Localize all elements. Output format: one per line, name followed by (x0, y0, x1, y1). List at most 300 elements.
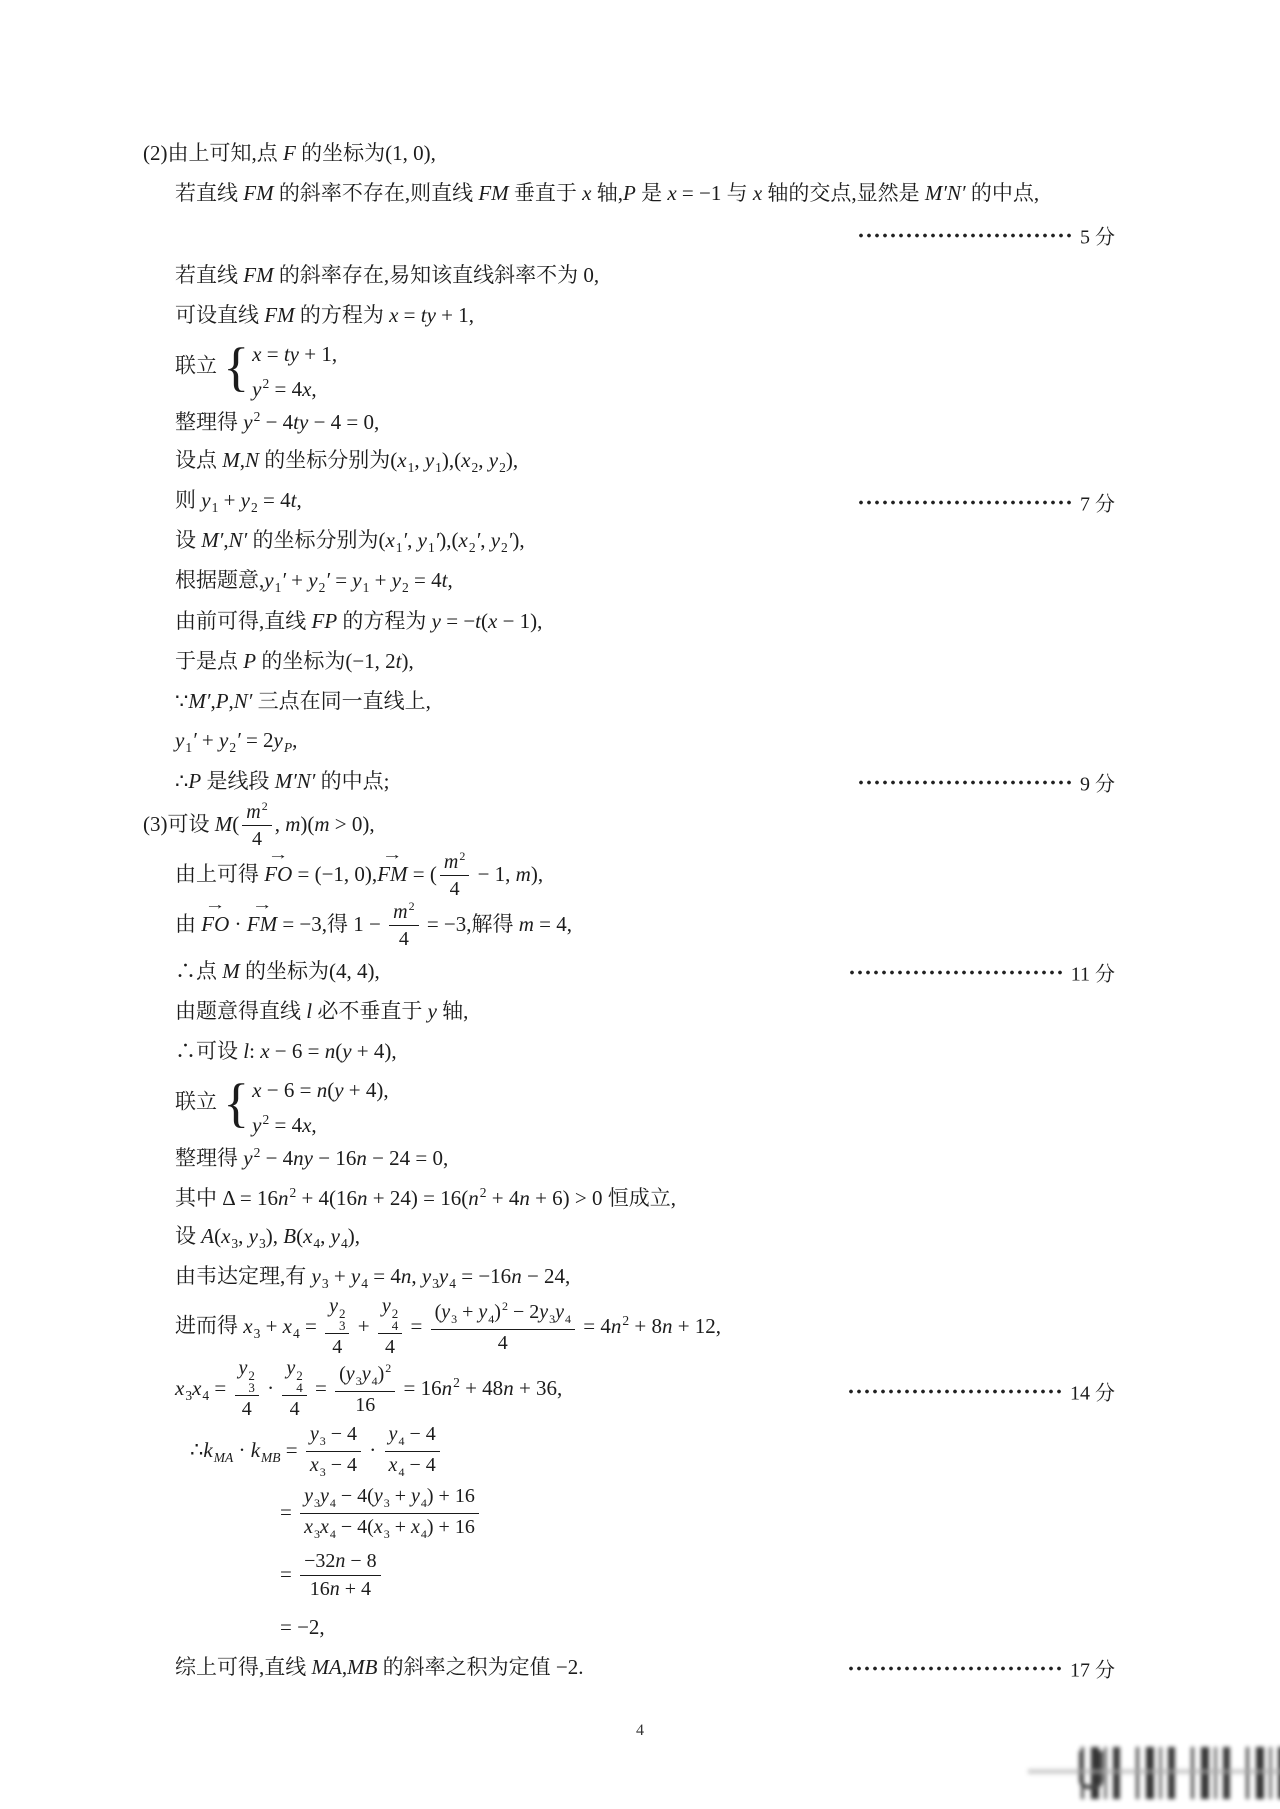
fraction-denominator (310, 1576, 371, 1600)
math-var: $n^2$ (441, 1374, 460, 1400)
math-var: n (400, 1263, 412, 1288)
math-var: n (324, 1039, 336, 1064)
math-var: x (302, 1113, 312, 1137)
math-var: ty (420, 303, 436, 328)
math-var: N′ (228, 527, 248, 552)
line-content (175, 528, 525, 556)
line-content (175, 263, 599, 288)
fraction (389, 900, 418, 951)
math-text: ( (434, 1301, 442, 1324)
math-text: − 6 = (269, 1039, 325, 1064)
math-text: = (299, 1313, 323, 1338)
math-text: + 36, (513, 1375, 563, 1400)
fraction (242, 800, 271, 851)
math-text: )( (300, 811, 315, 836)
math-var: x (302, 377, 312, 401)
math-var: $y_2$ (240, 487, 258, 515)
math-text: = 4, (533, 911, 573, 936)
equation-system-rows (252, 339, 337, 399)
text-run: 的坐标分别为 (259, 447, 391, 472)
math-var: MB (347, 1655, 378, 1680)
text-run: 若直线 (175, 263, 244, 288)
math-text: = 4 (257, 487, 291, 512)
math-text: 1 − (353, 911, 387, 936)
math-text: = 16 (398, 1375, 442, 1400)
math-var: MA (311, 1655, 342, 1680)
math-var: $y_3$ (421, 1263, 439, 1291)
text-run: 的斜率不存在,则直线 (273, 181, 479, 206)
brace-icon: { (223, 337, 250, 397)
math-var: n (503, 1375, 514, 1400)
math-var: FM (243, 263, 274, 288)
fraction-numerator (282, 1357, 306, 1396)
math-text: = ( (407, 861, 437, 886)
math-var: M′ (188, 689, 211, 714)
math-text: + 12, (672, 1313, 722, 1338)
line-content (280, 1552, 384, 1602)
math-var (246, 897, 278, 936)
text-run: 的中点, (965, 181, 1040, 206)
scan-artifact-mark (1079, 1751, 1103, 1789)
math-var: $x_1$ (385, 527, 403, 555)
math-var: $y_3$ (304, 1485, 320, 1511)
text-run: 的斜率存在,易知该直线斜率不为 (273, 263, 584, 288)
math-var: M (222, 959, 240, 984)
equation-system (222, 339, 337, 399)
math-text: , (296, 487, 302, 512)
fraction-denominator (310, 1452, 357, 1479)
math-var: $n^2$ (610, 1312, 630, 1338)
math-text: + (196, 727, 220, 752)
math-text: ), (265, 1223, 284, 1248)
math-text: − 4 (260, 409, 294, 434)
math-text: = −3, (277, 911, 328, 936)
equation-row (252, 1105, 388, 1135)
math-var: n (356, 1145, 367, 1170)
math-text: −2. (555, 1655, 584, 1680)
line-content (175, 409, 379, 435)
math-var: $m^2$ (393, 898, 415, 923)
text-run: 由题意得直线 (175, 999, 307, 1024)
solution-line-31 (0, 1484, 1280, 1546)
math-var: ′ (281, 567, 286, 592)
math-var: $x_2$ (458, 527, 476, 555)
line-content (175, 1264, 570, 1292)
math-text: , (478, 447, 489, 472)
text-run: 进而得 (175, 1313, 244, 1338)
math-var: l (306, 999, 313, 1024)
math-var: $n^2$ (468, 1184, 487, 1210)
fraction-denominator (252, 826, 262, 850)
math-var: ′ (507, 527, 513, 552)
math-var: $y_1$ (264, 567, 282, 595)
text-run: 由 (175, 911, 202, 936)
math-var: M (214, 811, 233, 836)
math-var: P (243, 649, 257, 674)
fraction-numerator (325, 1295, 349, 1334)
math-var: $y^2$ (252, 376, 270, 401)
math-text: 16 (355, 1393, 376, 1416)
fraction-numerator (385, 1423, 440, 1451)
equation-row (252, 369, 337, 399)
fraction-denominator (355, 1392, 375, 1416)
text-run: 与 (726, 181, 753, 206)
math-var: x (582, 181, 592, 206)
text-run: 于是点 (175, 649, 244, 674)
score-marker (848, 958, 1115, 987)
line-content (175, 1224, 360, 1252)
solution-line-7 (0, 402, 1280, 442)
vector: FM → (377, 862, 407, 887)
math-var: ty (283, 342, 299, 366)
math-text: − 4 (325, 1453, 358, 1476)
math-var: $y^2$ (243, 408, 261, 434)
math-text: ), (505, 447, 519, 472)
math-text: 4 (497, 1331, 508, 1354)
text-run: 由上可得 (175, 861, 265, 886)
math-var: ′ (434, 527, 440, 552)
math-text: , (447, 567, 453, 592)
text-run: 解得 (471, 911, 519, 936)
math-text: 4 (332, 1336, 343, 1359)
math-text: 0 (583, 263, 594, 288)
text-run: 由韦达定理,有 (175, 1263, 312, 1288)
math-text: , (414, 447, 425, 472)
score-marker (847, 1377, 1115, 1406)
text-run: 轴的交点,显然是 (762, 181, 925, 206)
math-text: = 4 (269, 1113, 303, 1137)
fraction-numerator (242, 800, 271, 826)
math-var: $x_2$ (461, 447, 479, 475)
line-content (175, 1655, 584, 1680)
math-var: n (661, 1313, 673, 1338)
sub-sup-stack: 2 4 (296, 1368, 303, 1395)
math-var: $y_4$ (330, 1223, 348, 1251)
math-text: + (218, 487, 241, 512)
math-var: P (188, 769, 202, 794)
score-marker (857, 768, 1115, 797)
score-marker (857, 488, 1115, 517)
math-text: = 4 (408, 567, 442, 592)
math-var: y 2 4 (286, 1357, 303, 1395)
text-run: 垂直于 (508, 181, 583, 206)
line-content (175, 303, 474, 328)
math-var: y (342, 1039, 352, 1064)
math-var: $x_4$ (388, 1453, 405, 1479)
math-text: (1, 0), (385, 141, 436, 166)
solution-line-11 (0, 562, 1280, 602)
solution-line-20 (0, 952, 1280, 992)
score-value: 17 分 (1070, 1659, 1115, 1682)
math-var: ′ (236, 727, 241, 752)
fraction (300, 1485, 479, 1541)
text-run: 由前可得,直线 (175, 609, 312, 634)
vector-arrow-icon: → (251, 897, 273, 913)
line-content (175, 448, 518, 476)
math-var: P (215, 689, 229, 714)
solution-line-21 (0, 992, 1280, 1032)
text-run: 联立 (175, 1089, 223, 1114)
math-var: $x_1$ (397, 447, 415, 475)
text-run: 三点在同一直线上, (252, 689, 431, 714)
text-run: 的坐标为 (256, 649, 346, 674)
line-content (280, 1487, 482, 1543)
dotted-leader (857, 231, 1073, 239)
math-text: , (311, 377, 317, 401)
vector: FM → (247, 912, 277, 937)
math-var: F (283, 141, 296, 166)
brace-icon: { (223, 1073, 250, 1133)
math-var: $x_4$ (411, 1515, 427, 1541)
fraction-numerator (378, 1295, 402, 1334)
math-text: (2) (143, 141, 168, 166)
line-content (175, 1297, 721, 1360)
fraction (440, 850, 469, 901)
math-text: 4 (241, 1398, 252, 1421)
math-text: 4 (449, 878, 460, 900)
text-run: 整理得 (175, 1145, 244, 1170)
vector-arrow-icon: → (381, 847, 403, 863)
math-var: $y_1$ (424, 447, 442, 475)
fraction-denominator (290, 1396, 300, 1420)
math-var: $y_3$ (441, 1301, 458, 1327)
math-var: x (389, 303, 399, 328)
line-content (175, 568, 453, 596)
line-content (175, 897, 573, 953)
math-var: $y^2$ (243, 1144, 261, 1170)
math-text: ( (378, 527, 386, 552)
text-run: 是 (635, 181, 668, 206)
math-text: + (352, 1313, 375, 1338)
line-content (175, 769, 389, 794)
solution-line-24 (0, 1138, 1280, 1178)
math-var: $y_4$ (361, 1363, 378, 1389)
math-text: ), (347, 1223, 360, 1248)
line-content (175, 609, 542, 634)
text-run: , (341, 1655, 348, 1680)
math-var: $y_2$ (490, 527, 508, 555)
line-content (175, 488, 302, 516)
math-text: ),( (441, 447, 462, 472)
math-var: x (252, 1078, 262, 1102)
math-text: + (285, 567, 309, 592)
line-content (143, 798, 375, 853)
text-run: ∴ (190, 1437, 204, 1462)
text-run: 则 (175, 487, 202, 512)
solution-line-19 (0, 897, 1280, 952)
text-run: ∵ (175, 689, 189, 714)
math-var: $y_3$ (311, 1263, 329, 1291)
math-var: $x_3$ (373, 1515, 390, 1541)
dotted-leader (857, 778, 1073, 786)
math-text: −32 (304, 1550, 336, 1573)
math-text: · (261, 1375, 280, 1400)
fraction-denominator (385, 1334, 395, 1358)
solution-line-22 (0, 1032, 1280, 1072)
solution-line-16 (0, 762, 1280, 802)
math-text: 16 (309, 1577, 330, 1600)
math-text: ( (390, 447, 398, 472)
math-var: $k_{MB}$ (250, 1437, 281, 1465)
math-text: = (209, 1375, 232, 1400)
solution-line-23 (0, 1072, 1280, 1138)
line-content (175, 1359, 562, 1422)
math-var: $y_3$ (248, 1223, 266, 1251)
text-run: 的中点; (315, 769, 390, 794)
line-content (175, 1185, 676, 1211)
math-var: l (243, 1039, 250, 1064)
math-text: + 4), (351, 1039, 397, 1064)
math-text: − 4 (404, 1453, 436, 1476)
math-text: ( (335, 1039, 343, 1064)
text-run: 若直线 (175, 181, 244, 206)
math-text: = 4 (269, 377, 303, 401)
math-text: ( (232, 811, 240, 836)
line-content (175, 847, 544, 903)
math-var: ny (293, 1145, 313, 1170)
solution-line-26 (0, 1218, 1280, 1258)
math-text: = (398, 303, 421, 328)
math-var: $x_4$ (282, 1313, 300, 1341)
vector-arrow-icon: → (204, 897, 226, 913)
math-var: $y_3$ (373, 1485, 390, 1511)
math-var: M′ (201, 527, 224, 552)
math-text: = (261, 342, 284, 366)
math-var: ′ (475, 527, 481, 552)
math-var: n (316, 1078, 328, 1102)
text-run: 的坐标为 (295, 141, 386, 166)
math-text: − 24, (521, 1263, 571, 1288)
equation-system (222, 1075, 388, 1135)
solution-line-25 (0, 1178, 1280, 1218)
math-text: = 4 (578, 1313, 611, 1338)
math-text: ( (339, 1363, 346, 1386)
fraction-numerator (431, 1300, 575, 1329)
fraction (306, 1423, 361, 1479)
text-run: 的斜率之积为定值 (377, 1655, 556, 1680)
math-var: t (395, 649, 402, 674)
math-text: − 4 (325, 1423, 358, 1446)
dotted-leader (847, 1664, 1063, 1672)
math-text: − 4 (260, 1145, 294, 1170)
solution-line-15 (0, 722, 1280, 762)
math-text: )$^2$ (377, 1361, 392, 1386)
math-var: FP (311, 609, 338, 634)
text-run: ∴点 (175, 959, 223, 984)
math-var: n (511, 1263, 522, 1288)
math-var: $y_P$ (273, 727, 293, 755)
text-run: 其中 (175, 1185, 223, 1210)
text-run: 综上可得,直线 (175, 1655, 312, 1680)
math-var: $y_4$ (411, 1485, 427, 1511)
math-text: + (457, 1301, 479, 1324)
score-marker (847, 1654, 1115, 1683)
math-var: B (283, 1223, 297, 1248)
solution-line-32 (0, 1546, 1280, 1608)
math-text: ), (512, 527, 525, 552)
text-run: 可设 (167, 811, 215, 836)
fraction-numerator (440, 850, 469, 876)
math-var: $y_3$ (309, 1423, 326, 1449)
line-content (175, 649, 414, 674)
math-var: n (335, 1550, 346, 1573)
math-text: Δ = 16 (222, 1185, 278, 1210)
fraction (378, 1295, 402, 1358)
sub-sup-stack: 2 4 (391, 1306, 399, 1333)
math-text: + (328, 1263, 351, 1288)
math-text: = (280, 1499, 298, 1524)
text-run: 可设直线 (175, 303, 265, 328)
math-text: + (369, 567, 392, 592)
text-run: 设点 (175, 447, 223, 472)
fraction-denominator (242, 1396, 252, 1420)
text-run: , (239, 447, 245, 472)
math-var: $y_1$ (175, 727, 193, 755)
fraction (431, 1300, 575, 1354)
solution-line-6 (0, 336, 1280, 402)
math-text: ( (214, 1223, 222, 1248)
math-var: x (260, 1039, 270, 1064)
vector-arrow-icon: → (267, 847, 289, 863)
fraction-numerator (335, 1362, 395, 1391)
text-run: 由上可知,点 (167, 141, 283, 166)
math-text: = −1 (676, 181, 727, 206)
math-text: + 1, (435, 303, 474, 328)
math-text: + (260, 1313, 283, 1338)
line-content (143, 141, 436, 166)
line-content (175, 728, 297, 756)
solution-line-4 (0, 256, 1280, 296)
fraction-denominator (498, 1330, 508, 1354)
math-var: y 2 3 (238, 1357, 255, 1395)
math-text: ) + 16 (426, 1485, 475, 1508)
fraction-denominator (450, 876, 460, 900)
text-run: 的坐标分别为 (247, 527, 379, 552)
line-content (175, 1039, 397, 1064)
math-var: n (357, 1185, 368, 1210)
text-run: ∴可设 (175, 1039, 244, 1064)
solution-line-13 (0, 642, 1280, 682)
solution-line-12 (0, 602, 1280, 642)
text-run: 得 (327, 911, 354, 936)
fraction-numerator (300, 1485, 479, 1513)
math-var: $x_3$ (243, 1313, 261, 1341)
fraction-numerator (389, 900, 418, 926)
math-text: − 4( (335, 1515, 374, 1538)
scan-artifact-watermark (1073, 1747, 1280, 1799)
text-run: 的方程为 (294, 303, 390, 328)
math-var: t (290, 487, 297, 512)
math-var: m (314, 811, 330, 836)
math-var (201, 897, 230, 936)
solution-line-29 (0, 1357, 1280, 1422)
math-var: y (431, 609, 441, 634)
math-var: $y_3$ (539, 1301, 556, 1327)
math-var: y (334, 1078, 344, 1102)
math-var: $y_2$ (219, 727, 237, 755)
line-content (280, 1615, 325, 1640)
math-text: · (364, 1437, 382, 1462)
line-content (175, 339, 337, 399)
math-text: ( (481, 609, 489, 634)
equation-row (252, 339, 337, 369)
math-var: n (329, 1577, 340, 1600)
math-text: + 48 (459, 1375, 504, 1400)
solution-line-3 (0, 214, 1280, 256)
math-var: $x_4$ (319, 1515, 336, 1541)
math-text: ( (296, 1223, 304, 1248)
math-var (377, 847, 408, 886)
